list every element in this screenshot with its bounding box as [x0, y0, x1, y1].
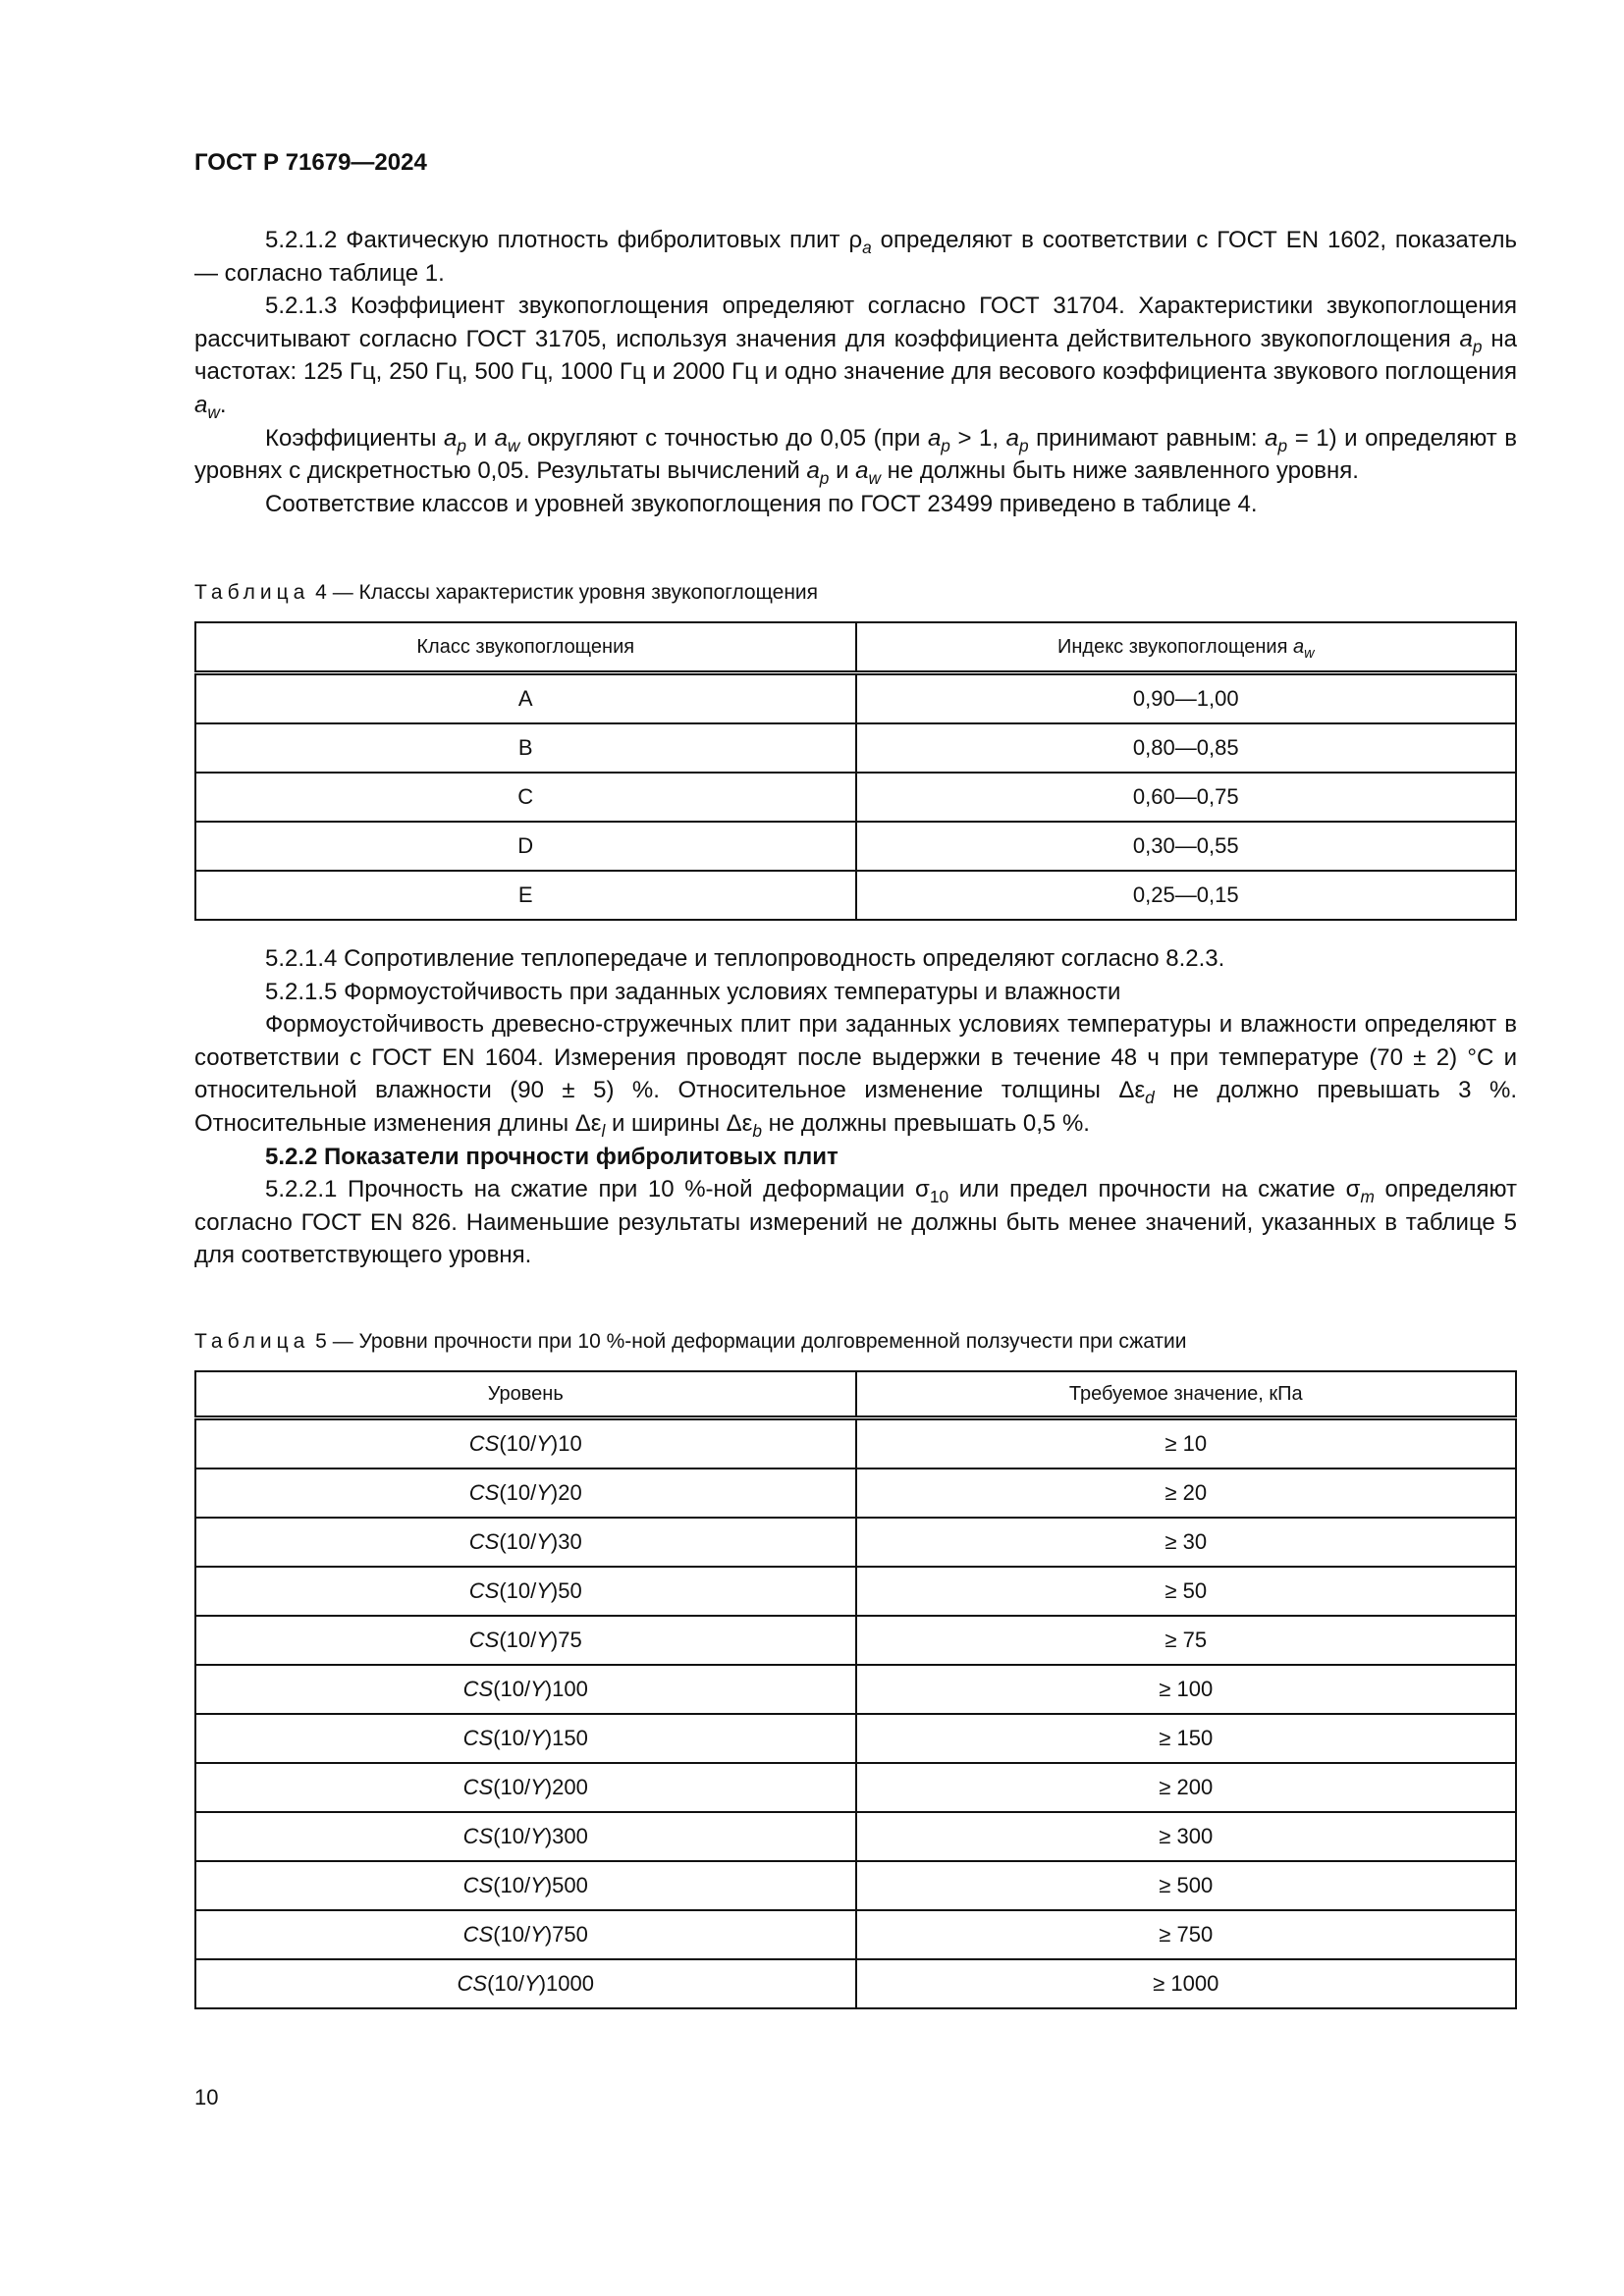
level-cell — [195, 1861, 856, 1910]
level-cs: CS — [462, 1824, 494, 1848]
level-close: ) — [550, 1431, 559, 1456]
caption-text: 4 — Классы характеристик уровня звукопоглощения — [309, 581, 819, 604]
symbol: a — [1292, 635, 1305, 658]
section-heading — [194, 1141, 1517, 1174]
paragraph — [194, 488, 1517, 521]
subscript: w — [507, 435, 520, 455]
text-block-form-stability-strength — [194, 942, 1517, 1272]
paragraph — [194, 422, 1517, 488]
table-row — [195, 723, 1516, 773]
required-value-cell: ≥ 300 — [856, 1812, 1517, 1861]
level-y: Y — [536, 1480, 551, 1505]
symbol-sub: w — [1304, 645, 1315, 662]
level-cell — [195, 1763, 856, 1812]
level-number: 100 — [552, 1677, 588, 1701]
required-value-cell: ≥ 1000 — [856, 1959, 1517, 2008]
subscript: a — [862, 238, 872, 258]
table-row — [195, 1714, 1516, 1763]
table-row — [195, 1910, 1516, 1959]
subscript: w — [207, 402, 220, 423]
subscript: p — [457, 435, 467, 455]
level-cell — [195, 1418, 856, 1469]
level-y: Y — [530, 1775, 545, 1799]
level-close: ) — [544, 1824, 553, 1848]
class-cell: B — [195, 723, 856, 773]
symbol: a — [444, 424, 458, 452]
table-row — [195, 673, 1516, 724]
level-cs: CS — [468, 1431, 500, 1456]
subscript: p — [819, 468, 830, 489]
column-header-index — [856, 622, 1517, 673]
level-number: 150 — [552, 1726, 588, 1750]
class-cell: E — [195, 871, 856, 920]
level-mid: (10/ — [499, 1628, 537, 1652]
table-row — [195, 773, 1516, 822]
level-number: 20 — [558, 1480, 582, 1505]
level-y: Y — [530, 1824, 545, 1848]
level-mid: (10/ — [499, 1431, 537, 1456]
required-value-cell: ≥ 20 — [856, 1468, 1517, 1518]
symbol: a — [194, 391, 208, 418]
required-value-cell: ≥ 150 — [856, 1714, 1517, 1763]
index-range-cell: 0,80—0,85 — [856, 723, 1517, 773]
table-row — [195, 1468, 1516, 1518]
level-close: ) — [538, 1971, 547, 1996]
level-cell — [195, 1468, 856, 1518]
required-value-cell: ≥ 50 — [856, 1567, 1517, 1616]
subscript: p — [941, 435, 950, 455]
level-cell — [195, 1616, 856, 1665]
text-run: Соответствие классов и уровней звукопоглощения по ГОСТ 23499 приведено в таблице 4. — [265, 490, 1258, 517]
symbol: a — [927, 424, 942, 452]
level-cs: CS — [462, 1677, 494, 1701]
table-row — [195, 1959, 1516, 2008]
level-y: Y — [524, 1971, 539, 1996]
level-cs: CS — [468, 1578, 500, 1603]
level-y: Y — [530, 1726, 545, 1750]
subscript: 10 — [929, 1187, 949, 1207]
text-block-sound-absorption — [194, 224, 1517, 520]
level-mid: (10/ — [493, 1824, 531, 1848]
level-number: 500 — [552, 1873, 588, 1897]
text-run: 5.2.1.5 Формоустойчивость при заданных условиях температуры и влажности — [265, 978, 1121, 1005]
level-y: Y — [530, 1873, 545, 1897]
paragraph — [194, 290, 1517, 421]
required-value-cell: ≥ 200 — [856, 1763, 1517, 1812]
level-number: 300 — [552, 1824, 588, 1848]
level-cell — [195, 1518, 856, 1567]
level-cell — [195, 1665, 856, 1714]
class-cell: C — [195, 773, 856, 822]
required-value-cell: ≥ 30 — [856, 1518, 1517, 1567]
table-row — [195, 1567, 1516, 1616]
text-run: или предел прочности на сжатие σ — [948, 1176, 1361, 1203]
text-run: на частотах: 125 Гц, 250 Гц, 500 Гц, 1000 Гц и 2000 Гц и одно значение для весового коэффициента звукового поглощения — [194, 325, 1517, 386]
text-run: и — [466, 424, 495, 452]
level-cs: CS — [462, 1775, 494, 1799]
level-mid: (10/ — [493, 1775, 531, 1799]
table-4-sound-absorption-classes — [194, 621, 1517, 921]
text-run: 5.2.2.1 Прочность на сжатие при 10 %-ной деформации σ — [265, 1176, 930, 1203]
table-row — [195, 822, 1516, 871]
level-close: ) — [544, 1873, 553, 1897]
table-5-caption — [194, 1330, 1517, 1354]
text-run: определяют согласно ГОСТ EN 826. Наименьшие результаты измерений не должны быть менее значений, указанных в таблице 5 для соответствующего уровня. — [194, 1176, 1518, 1269]
symbol: a — [494, 424, 508, 452]
symbol: a — [1265, 424, 1278, 452]
level-mid: (10/ — [499, 1480, 537, 1505]
caption-word: Таблица — [194, 581, 310, 604]
level-close: ) — [544, 1922, 553, 1947]
level-y: Y — [536, 1529, 551, 1554]
text-run: определяют в соответствии с ГОСТ EN 1602, показатель — согласно таблице 1. — [194, 227, 1517, 287]
required-value-cell: ≥ 750 — [856, 1910, 1517, 1959]
level-number: 30 — [558, 1529, 582, 1554]
text-run: и — [829, 457, 856, 485]
class-cell: D — [195, 822, 856, 871]
level-cs: CS — [462, 1726, 494, 1750]
text-run: Формоустойчивость древесно-стружечных плит при заданных условиях температуры и влажности определяют в соответствии с ГОСТ EN 1604. Измерения проводят после выдержки в течение 48 ч при температуре (70 ± 2) °С и относительной влажности (90 ± 5) %. Относительное изменение толщины Δε — [194, 1011, 1517, 1104]
subscript: m — [1360, 1187, 1375, 1207]
index-range-cell: 0,30—0,55 — [856, 822, 1517, 871]
level-cell — [195, 1910, 856, 1959]
level-cell — [195, 1567, 856, 1616]
symbol: a — [1459, 325, 1473, 352]
level-close: ) — [550, 1480, 559, 1505]
level-mid: (10/ — [499, 1578, 537, 1603]
subscript: p — [1019, 435, 1029, 455]
table-4-caption — [194, 581, 1517, 605]
required-value-cell: ≥ 100 — [856, 1665, 1517, 1714]
level-mid: (10/ — [493, 1677, 531, 1701]
level-cs: CS — [468, 1529, 500, 1554]
paragraph — [194, 1008, 1517, 1140]
paragraph — [194, 1173, 1517, 1272]
level-cell — [195, 1959, 856, 2008]
table-row — [195, 1812, 1516, 1861]
required-value-cell: ≥ 500 — [856, 1861, 1517, 1910]
level-mid: (10/ — [493, 1873, 531, 1897]
required-value-cell: ≥ 75 — [856, 1616, 1517, 1665]
column-header-required-value: Требуемое значение, кПа — [856, 1371, 1517, 1418]
table-row — [195, 1861, 1516, 1910]
text-run: не должны превышать 0,5 %. — [761, 1109, 1090, 1137]
table-row — [195, 871, 1516, 920]
level-y: Y — [536, 1628, 551, 1652]
text-run: принимают равным: — [1028, 424, 1266, 452]
subscript: p — [1472, 336, 1483, 356]
caption-text: 5 — Уровни прочности при 10 %-ной деформации долговременной ползучести при сжатии — [309, 1330, 1187, 1353]
class-cell: A — [195, 673, 856, 724]
document-code-header: ГОСТ Р 71679—2024 — [194, 149, 427, 176]
symbol: a — [806, 457, 820, 485]
subscript: p — [1277, 435, 1288, 455]
text-run: не должно превышать 3 %. Относительные изменения длины Δε — [194, 1077, 1517, 1137]
level-mid: (10/ — [499, 1529, 537, 1554]
subscript: l — [601, 1121, 606, 1142]
level-number: 200 — [552, 1775, 588, 1799]
table-row — [195, 1763, 1516, 1812]
level-close: ) — [550, 1628, 559, 1652]
level-close: ) — [544, 1726, 553, 1750]
text-run: 5.2.2 Показатели прочности фибролитовых плит — [265, 1143, 839, 1170]
text-run: 5.2.1.4 Сопротивление теплопередаче и теплопроводность определяют согласно 8.2.3. — [265, 945, 1225, 972]
table-row — [195, 1518, 1516, 1567]
text-run: > 1, — [949, 424, 1006, 452]
level-mid: (10/ — [493, 1726, 531, 1750]
paragraph — [194, 976, 1517, 1009]
symbol: a — [1005, 424, 1019, 452]
text-run: и ширины Δε — [605, 1109, 753, 1137]
index-range-cell: 0,25—0,15 — [856, 871, 1517, 920]
table-row — [195, 1665, 1516, 1714]
symbol: a — [855, 457, 869, 485]
text-run: 5.2.1.2 Фактическую плотность фибролитовых плит ρ — [265, 227, 863, 253]
table-row — [195, 1418, 1516, 1469]
level-close: ) — [550, 1578, 559, 1603]
level-cell — [195, 1714, 856, 1763]
level-mid: (10/ — [487, 1971, 524, 1996]
level-number: 1000 — [546, 1971, 594, 1996]
text-run: 5.2.1.3 Коэффициент звукопоглощения определяют согласно ГОСТ 31704. Характеристики звукопоглощения рассчитывают согласно ГОСТ 31705, используя значения для коэффициента действительного звукопоглощения — [194, 293, 1517, 352]
level-close: ) — [544, 1775, 553, 1799]
level-cs: CS — [462, 1922, 494, 1947]
level-y: Y — [536, 1578, 551, 1603]
level-mid: (10/ — [493, 1922, 531, 1947]
header-text: Индекс звукопоглощения — [1056, 635, 1293, 658]
required-value-cell: ≥ 10 — [856, 1418, 1517, 1469]
subscript: b — [752, 1121, 762, 1142]
subscript: w — [868, 468, 881, 489]
level-y: Y — [536, 1431, 551, 1456]
level-close: ) — [544, 1677, 553, 1701]
paragraph — [194, 224, 1517, 290]
table-5-strength-levels — [194, 1370, 1517, 2009]
text-run: округляют с точностью до 0,05 (при — [519, 424, 928, 452]
level-cell — [195, 1812, 856, 1861]
level-close: ) — [550, 1529, 559, 1554]
level-number: 10 — [558, 1431, 582, 1456]
text-run: . — [219, 391, 227, 418]
level-number: 50 — [558, 1578, 582, 1603]
level-cs: CS — [457, 1971, 488, 1996]
level-cs: CS — [468, 1628, 500, 1652]
level-cs: CS — [468, 1480, 500, 1505]
text-run: = 1) и определяют в уровнях с дискретностью 0,05. Результаты вычислений — [194, 424, 1518, 485]
index-range-cell: 0,90—1,00 — [856, 673, 1517, 724]
subscript: d — [1145, 1088, 1155, 1108]
column-header-level: Уровень — [195, 1371, 856, 1418]
paragraph — [194, 942, 1517, 976]
column-header-class: Класс звукопоглощения — [195, 622, 856, 673]
index-range-cell: 0,60—0,75 — [856, 773, 1517, 822]
level-cs: CS — [462, 1873, 494, 1897]
text-run: Коэффициенты — [265, 424, 445, 452]
caption-word: Таблица — [194, 1330, 310, 1353]
level-y: Y — [530, 1922, 545, 1947]
text-run: не должны быть ниже заявленного уровня. — [880, 457, 1359, 485]
level-number: 750 — [552, 1922, 588, 1947]
level-number: 75 — [558, 1628, 582, 1652]
page-number: 10 — [194, 2085, 219, 2109]
table-row — [195, 1616, 1516, 1665]
level-y: Y — [530, 1677, 545, 1701]
